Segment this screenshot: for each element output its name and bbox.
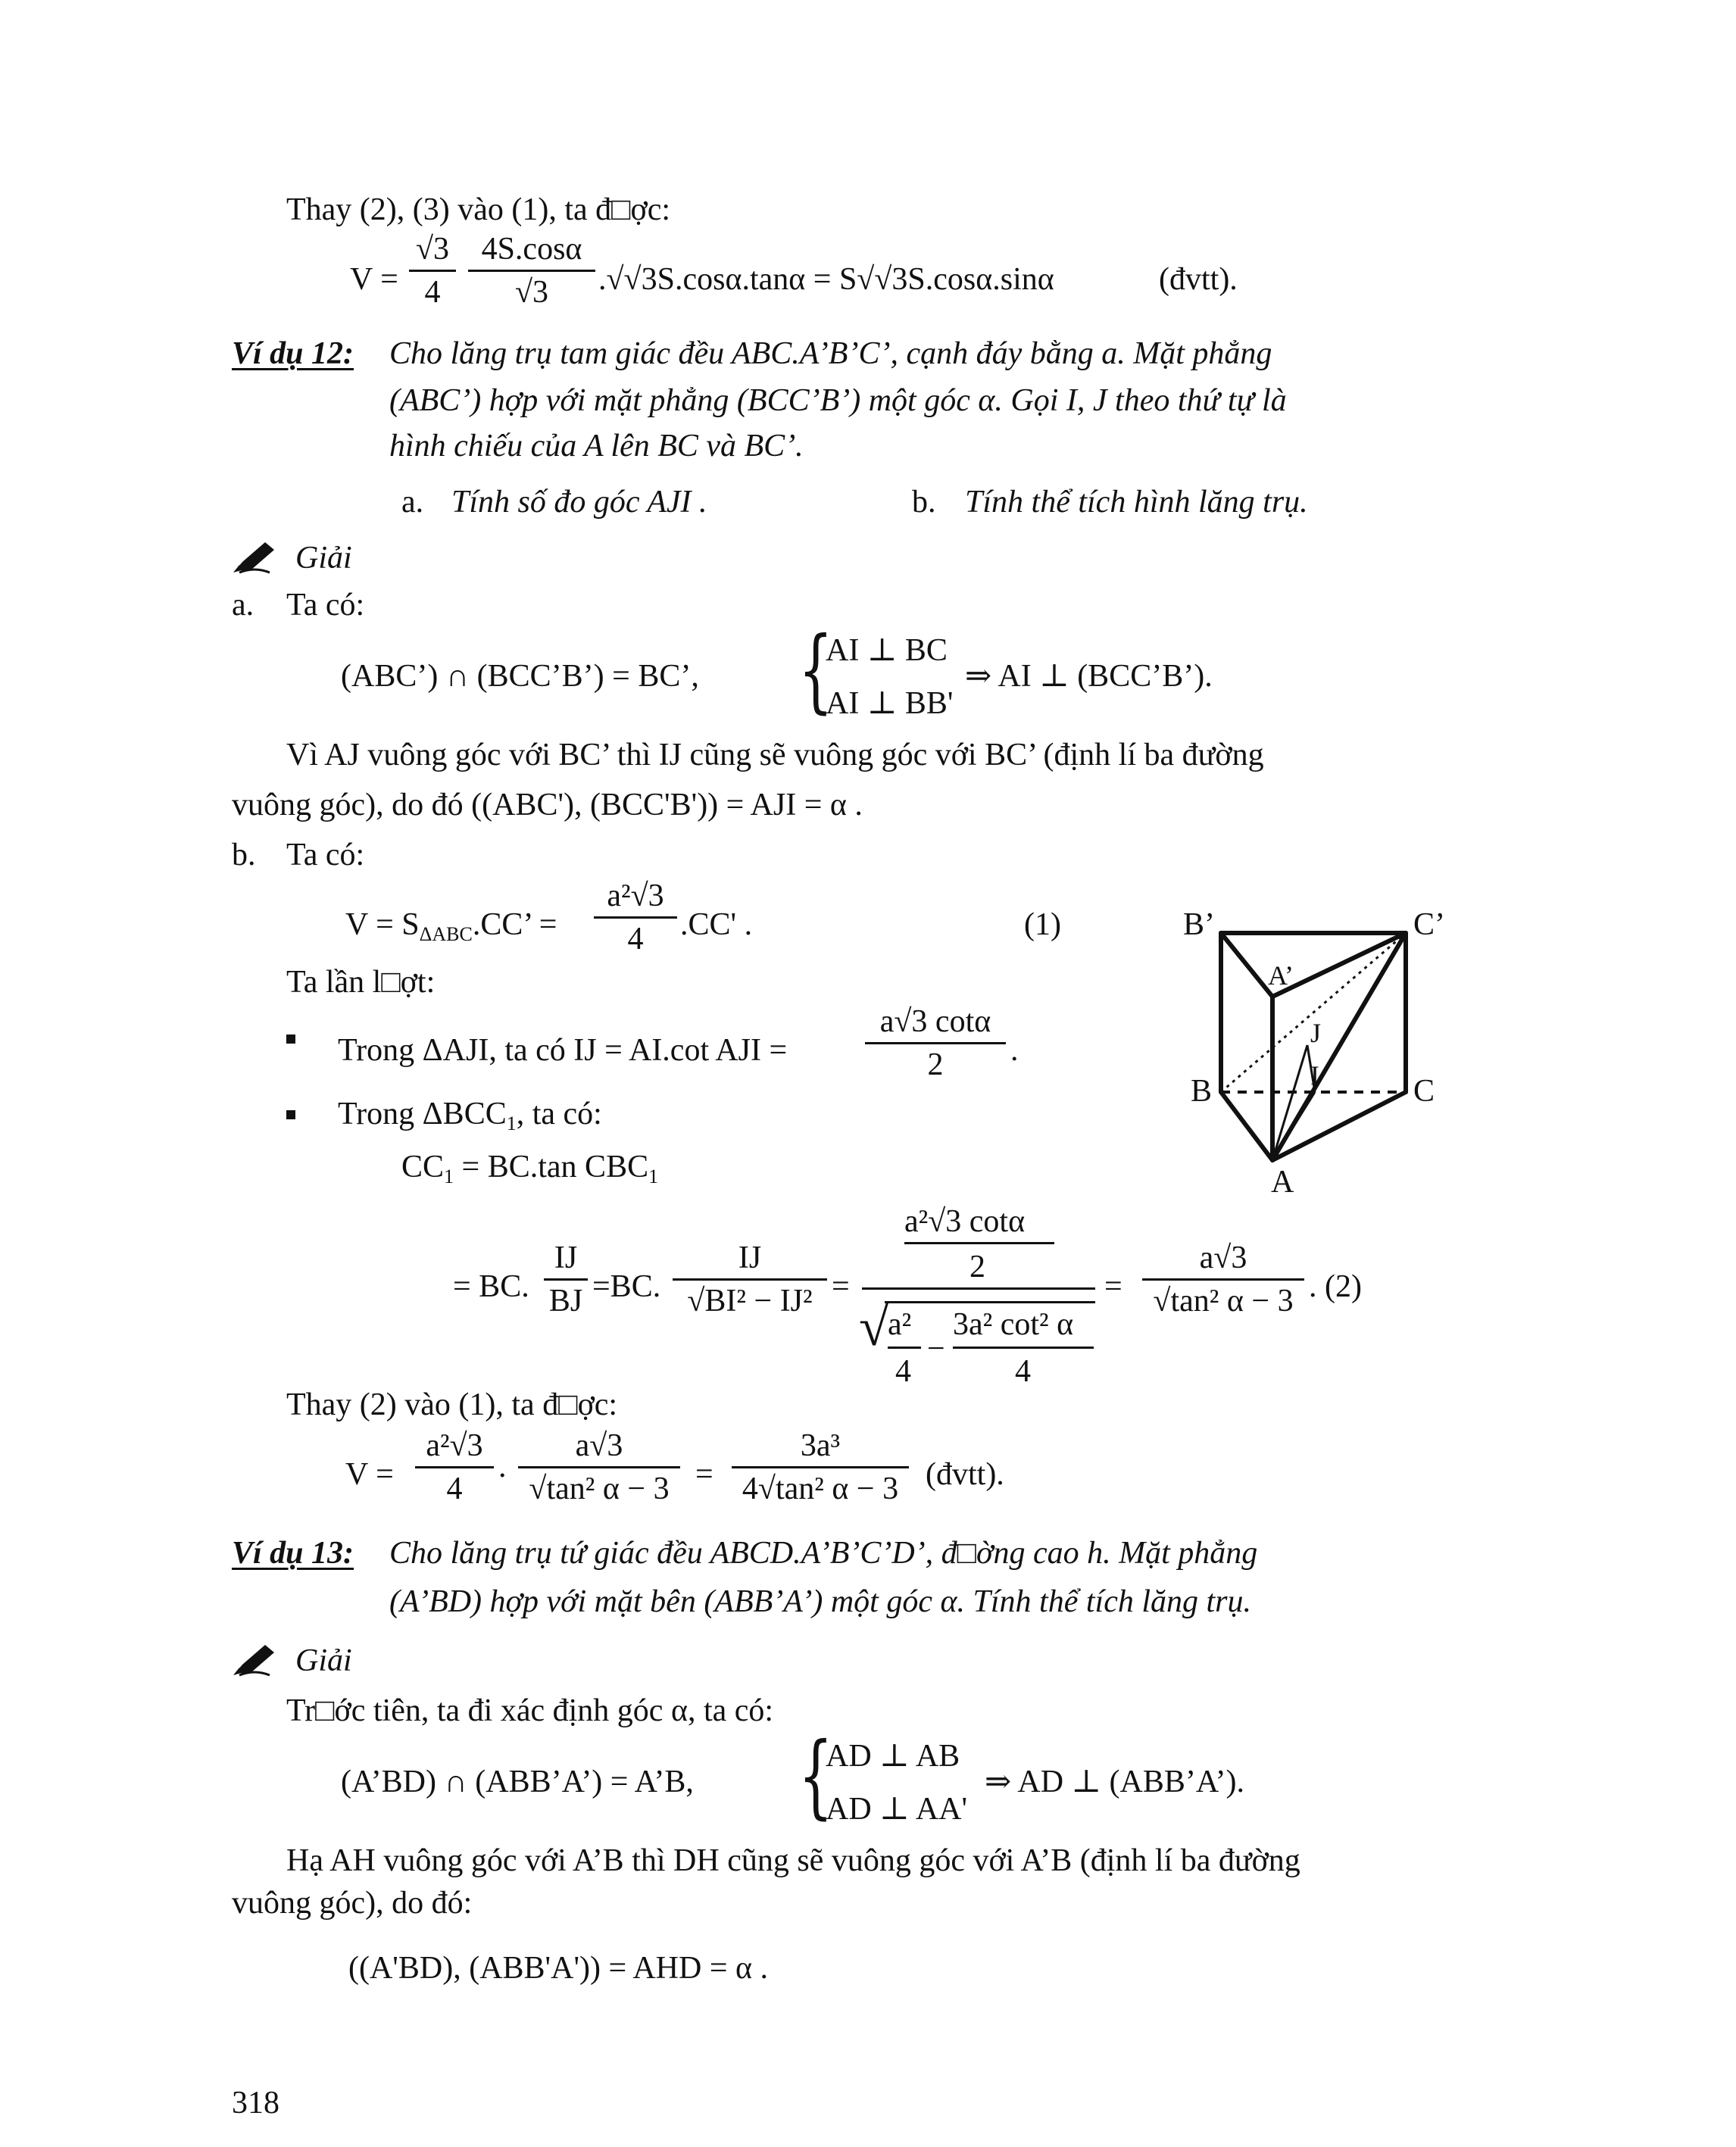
final-fraction-3: 3a³ 4√tan² α − 3 [732, 1430, 909, 1505]
solution-13-p-line2: vuông góc), do đó: [232, 1886, 473, 1921]
label-a: A [1271, 1165, 1294, 1200]
edge-b-a [1221, 1092, 1272, 1160]
fraction-4scos-over-sqrt3: 4S.cosα √3 [468, 233, 595, 308]
fraction-sqrt3-over-4: √3 4 [409, 233, 456, 308]
solution-13-final: ((A'BD), (ABB'A')) = AHD = α . [348, 1951, 769, 1986]
label-j: J [1310, 1018, 1322, 1048]
solution-12-heading: Giải [295, 541, 352, 576]
intersection-equation: (ABC’) ∩ (BCC’B’) = BC’, [341, 659, 699, 694]
lan-luot: Ta lần l□ợt: [286, 965, 436, 1000]
cc1-equation: $CC_1 = BC.\tan$ $CBC_1$ [401, 1150, 659, 1187]
big-f3-sqrt-sign: √ [859, 1297, 889, 1357]
question-b-label: b. [912, 485, 936, 520]
final-unit: (đvtt). [926, 1457, 1004, 1492]
final-fraction-1: a²√3 4 [415, 1430, 494, 1505]
system-line-1: AI ⊥ BC [826, 633, 948, 668]
system-13-conclusion: ⇒ AD ⊥ (ABB’A’). [985, 1765, 1245, 1799]
big-f3-den-a-den: 4 [895, 1354, 911, 1389]
label-b-prime: B’ [1183, 907, 1215, 942]
big-eq-sign-2: = [1104, 1269, 1122, 1304]
example-13-line1: Cho lăng trụ tứ giác đều ABCD.A’B’C’D’, đ□ờng cao h. Mặt phẳng [389, 1536, 1258, 1571]
label-i: I [1310, 1060, 1319, 1091]
part-b-label: b. [232, 838, 256, 872]
big-f3-den-a: a² [888, 1307, 912, 1342]
big-eq-mid: =BC. [592, 1269, 661, 1304]
part-a-intro: Ta có: [286, 588, 365, 623]
fraction-a2sqrt3-over-4: a²√3 4 [594, 880, 677, 955]
system-line-2: AI ⊥ BB' [826, 686, 954, 721]
part-b-intro: Ta có: [286, 838, 365, 872]
volume-formula: $V = S_{\Delta ABC}.CC$’ = [345, 907, 557, 945]
fraction-ij-over-sqrt: IJ √BI² − IJ² [673, 1242, 827, 1317]
big-f3-minus: − [927, 1331, 945, 1366]
label-c-prime: C’ [1413, 907, 1445, 942]
example-12-line2: (ABC’) hợp với mặt phẳng (BCC’B’) một góc α. Gọi I, J theo thứ tự là [389, 383, 1287, 418]
example-13-label: Ví dụ 13: [232, 1536, 354, 1571]
edge-b1-a1 [1221, 933, 1272, 997]
label-b: B [1191, 1074, 1213, 1109]
solution-13-eq-left: (A’BD) ∩ (ABB’A’) = A’B, [341, 1765, 694, 1799]
big-f3-num-top: a²√3 cotα [904, 1204, 1026, 1239]
final-eq-sign: = [695, 1457, 713, 1492]
question-b-text: Tính thể tích hình lăng trụ. [965, 485, 1308, 520]
system-conclusion: ⇒ AI ⊥ (BCC’B’). [965, 659, 1213, 694]
question-a-text: Tính số đo góc AJI . [451, 485, 707, 520]
fraction-ij-over-bj: IJ BJ [544, 1242, 588, 1317]
question-a-label: a. [401, 485, 424, 520]
bullet-1-period: . [1010, 1033, 1019, 1068]
label-a-prime: A’ [1268, 960, 1294, 991]
equation-tag-1: (1) [1024, 907, 1061, 942]
system-brace: { [798, 618, 833, 723]
volume-formula-end: .CC' . [680, 907, 753, 942]
system-13-line-2: AD ⊥ AA' [826, 1792, 968, 1827]
final-dot: . [498, 1450, 507, 1484]
solution-13-p-line1: Hạ AH vuông góc với A’B thì DH cũng sẽ vuông góc với A’B (định lí ba đường [286, 1843, 1300, 1878]
example-12-line1: Cho lăng trụ tam giác đều ABC.A’B’C’, cạnh đáy bằng a. Mặt phẳng [389, 336, 1272, 371]
continuation-intro: Thay (2), (3) vào (1), ta đ□ợc: [286, 192, 671, 227]
system-brace-2: { [798, 1724, 833, 1829]
final-v-label: V = [345, 1457, 394, 1492]
solution-13-heading: Giải [295, 1643, 352, 1678]
paragraph-line-1: Vì AJ vuông góc với BC’ thì IJ cũng sẽ vuông góc với BC’ (định lí ba đường [286, 738, 1264, 772]
v-label: V = [350, 262, 398, 297]
label-c: C [1413, 1074, 1435, 1109]
solution-13-intro: Tr□ớc tiên, ta đi xác định góc α, ta có: [286, 1693, 774, 1728]
page-number: 318 [232, 2086, 279, 2120]
pen-icon-2 [232, 1642, 277, 1683]
system-13-line-1: AD ⊥ AB [826, 1739, 960, 1774]
bullet-1-text: Trong ΔAJI, ta có IJ = AI.cot AJI = [338, 1033, 788, 1068]
example-12-label: Ví dụ 12: [232, 336, 354, 371]
final-fraction-2: a√3 √tan² α − 3 [518, 1430, 680, 1505]
substitution-intro: Thay (2) vào (1), ta đ□ợc: [286, 1387, 618, 1422]
example-13-line2: (A’BD) hợp với mặt bên (ABB’A’) một góc α. Tính thể tích lăng trụ. [389, 1584, 1252, 1619]
fraction-a-sqrt3-over-sqrt-tan: a√3 √tan² α − 3 [1142, 1242, 1304, 1317]
fraction-ij: a√3 cotα 2 [865, 1006, 1006, 1081]
paragraph-line-2: vuông góc), do đó ((ABC'), (BCC'B')) = AJI = α . [232, 788, 863, 822]
big-f3-den-b: 3a² cot² α [953, 1307, 1074, 1342]
volume-expression: .√√3S.cosα.tanα = S√√3S.cosα.sinα [598, 262, 1054, 297]
big-eq-sign: = [832, 1269, 850, 1304]
equation-tag-2: . (2) [1309, 1269, 1362, 1304]
unit-dvtt: (đvtt). [1159, 262, 1238, 297]
example-12-line3: hình chiếu của A lên BC và BC’. [389, 429, 804, 463]
big-f3-num-bot: 2 [969, 1250, 985, 1284]
part-a-label: a. [232, 588, 254, 623]
big-f3-den-b-den: 4 [1015, 1354, 1031, 1389]
bullet-2-text: Trong $\Delta BCC_1$, ta có: [338, 1097, 602, 1134]
big-eq-lead: = BC. [453, 1269, 529, 1304]
